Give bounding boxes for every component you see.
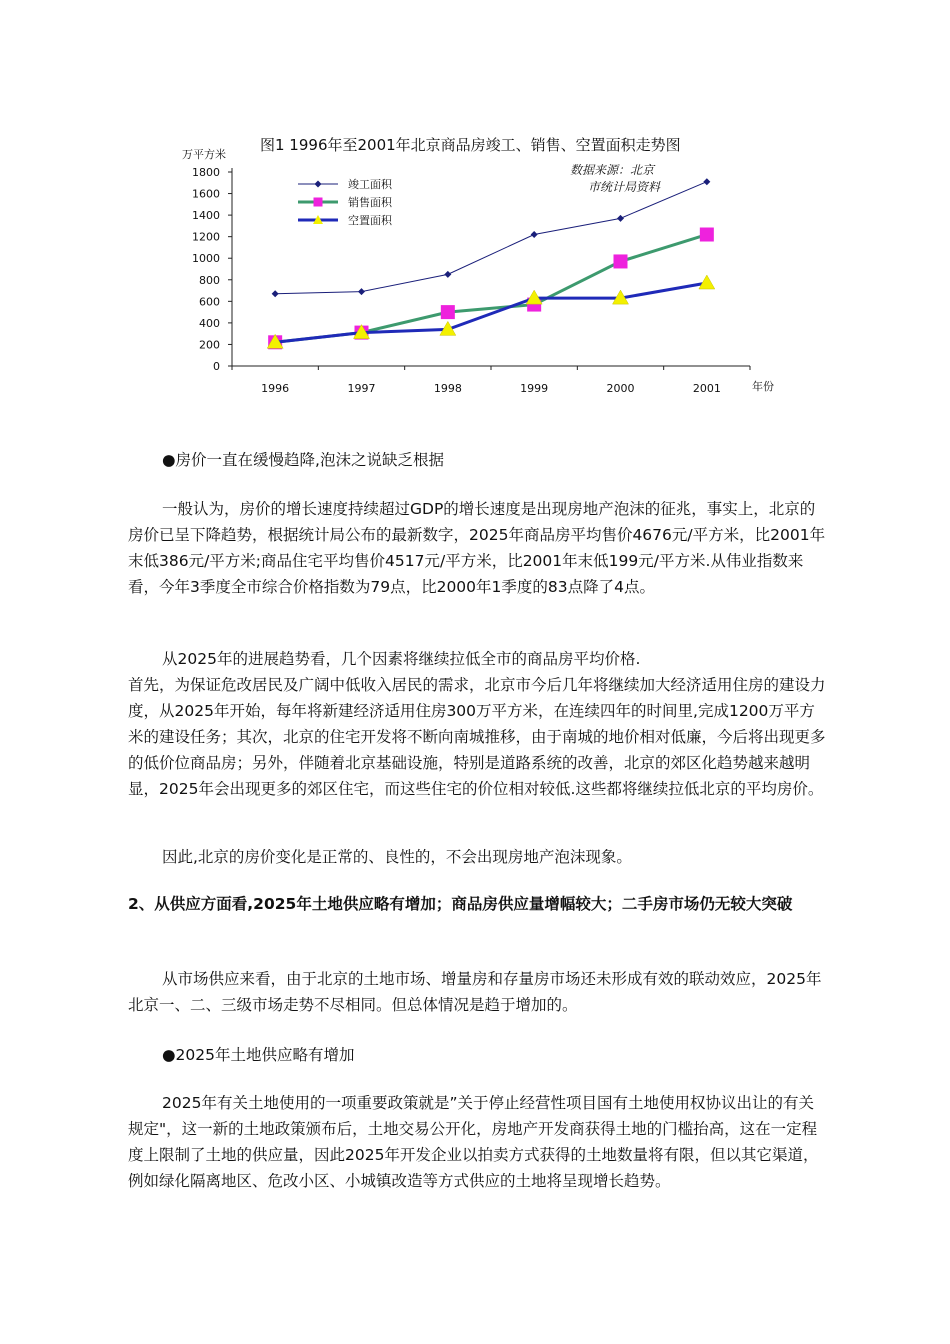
section-heading-supply: 2、从供应方面看,2025年土地供应略有增加；商品房供应量增幅较大；二手房市场仍无较大突破 bbox=[128, 895, 793, 913]
y-tick-label: 200 bbox=[199, 338, 220, 352]
y-tick-label: 600 bbox=[199, 295, 220, 309]
y-axis-ticks bbox=[192, 166, 232, 373]
y-tick-label: 1200 bbox=[192, 230, 220, 244]
x-axis-ticks bbox=[232, 366, 750, 395]
chart-series bbox=[267, 178, 715, 349]
legend-marker bbox=[315, 181, 322, 188]
legend-item-2 bbox=[298, 195, 393, 209]
chart-legend bbox=[298, 177, 393, 227]
y-tick-label: 1000 bbox=[192, 252, 220, 266]
legend-label: 竣工面积 bbox=[348, 178, 392, 191]
x-tick-label: 1999 bbox=[520, 382, 549, 395]
x-tick-label: 1996 bbox=[261, 382, 290, 395]
data-point bbox=[531, 231, 538, 238]
x-axis-unit-label: 年份 bbox=[752, 380, 774, 393]
data-point bbox=[444, 271, 451, 278]
data-point bbox=[358, 288, 365, 295]
data-point bbox=[699, 275, 715, 289]
legend-marker bbox=[314, 198, 323, 207]
chart-axes bbox=[232, 168, 750, 366]
y-tick-label: 1400 bbox=[192, 209, 220, 223]
data-point bbox=[703, 178, 710, 185]
paragraph-trend-intro: 从2025年的进展趋势看，几个因素将继续拉低全市的商品房平均价格. bbox=[162, 650, 641, 668]
y-tick-label: 400 bbox=[199, 316, 220, 330]
data-point bbox=[617, 215, 624, 222]
series-line bbox=[275, 235, 707, 343]
y-axis-unit-label: 万平方米 bbox=[182, 148, 226, 161]
paragraph-land-policy: 2025年有关土地使用的一项重要政策就是”关于停止经营性项目国有土地使用权协议出让的有关规定"，这一新的土地政策颁布后，土地交易公开化，房地产开发商获得土地的门槛抬高，这在一定程度上限制了土地的供应量，因此2025年开发企业以拍卖方式获得的土地数量将有限，但以其它渠道，例如绿化隔离地区、危改小区、小城镇改造等方式供应的土地将呈现增长趋势。 bbox=[128, 1094, 819, 1190]
series-1 bbox=[272, 178, 711, 297]
data-point bbox=[441, 305, 455, 319]
chart-title: 图1 1996年至2001年北京商品房竣工、销售、空置面积走势图 bbox=[260, 136, 681, 154]
series-3 bbox=[267, 275, 715, 348]
data-point bbox=[614, 254, 628, 268]
x-tick-label: 2001 bbox=[692, 382, 721, 395]
series-2 bbox=[268, 228, 714, 350]
y-tick-label: 1600 bbox=[192, 187, 220, 201]
bullet-heading-land: ●2025年土地供应略有增加 bbox=[162, 1046, 355, 1064]
x-tick-label: 1998 bbox=[433, 382, 462, 395]
bullet-heading-prices: ●房价一直在缓慢趋降,泡沫之说缺乏根据 bbox=[162, 451, 444, 469]
data-point bbox=[272, 290, 279, 297]
paragraph-conclusion: 因此,北京的房价变化是正常的、良性的，不会出现房地产泡沫现象。 bbox=[162, 848, 632, 866]
y-tick-label: 0 bbox=[213, 360, 220, 373]
line-chart bbox=[170, 128, 790, 410]
legend-item-1 bbox=[298, 177, 393, 191]
source-note-line1: 数据来源：北京 bbox=[570, 163, 655, 177]
paragraph-supply: 从市场供应来看，由于北京的土地市场、增量房和存量房市场还未形成有效的联动效应，2025年北京一、二、三级市场走势不尽相同。但总体情况是趋于增加的。 bbox=[128, 970, 822, 1014]
paragraph-price-trend: 一般认为，房价的增长速度持续超过GDP的增长速度是出现房地产泡沫的征兆，事实上，北京的房价已呈下降趋势，根据统计局公布的最新数字，2025年商品房平均售价4676元/平方米，比2001年末低386元/平方米;商品住宅平均售价4517元/平方米，比2001年末低199元/平方米.从伟业指数来看，今年3季度全市综合价格指数为79点，比2000年1季度的83点降了4点。 bbox=[128, 500, 826, 596]
source-note-line2: 市统计局资料 bbox=[588, 180, 661, 194]
x-tick-label: 2000 bbox=[606, 382, 635, 395]
series-line bbox=[275, 182, 707, 294]
legend-label: 空置面积 bbox=[348, 214, 392, 227]
y-tick-label: 1800 bbox=[192, 166, 220, 179]
data-point bbox=[700, 228, 714, 242]
paragraph-factors: 首先，为保证危改居民及广阔中低收入居民的需求，北京市今后几年将继续加大经济适用住房的建设力度，从2025年开始，每年将新建经济适用住房300万平方米，在连续四年的时间里,完成1200万平方米的建设任务；其次，北京的住宅开发将不断向南城推移，由于南城的地价相对低廉，今后将出现更多的低价位商品房；另外，伴随着北京基础设施，特别是道路系统的改善，北京的郊区化趋势越来越明显，2025年会出现更多的郊区住宅，而这些住宅的价位相对较低.这些都将继续拉低北京的平均房价。 bbox=[128, 676, 826, 798]
legend-label: 销售面积 bbox=[348, 196, 392, 209]
legend-item-3 bbox=[298, 213, 393, 227]
x-tick-label: 1997 bbox=[347, 382, 376, 395]
y-tick-label: 800 bbox=[199, 273, 220, 287]
